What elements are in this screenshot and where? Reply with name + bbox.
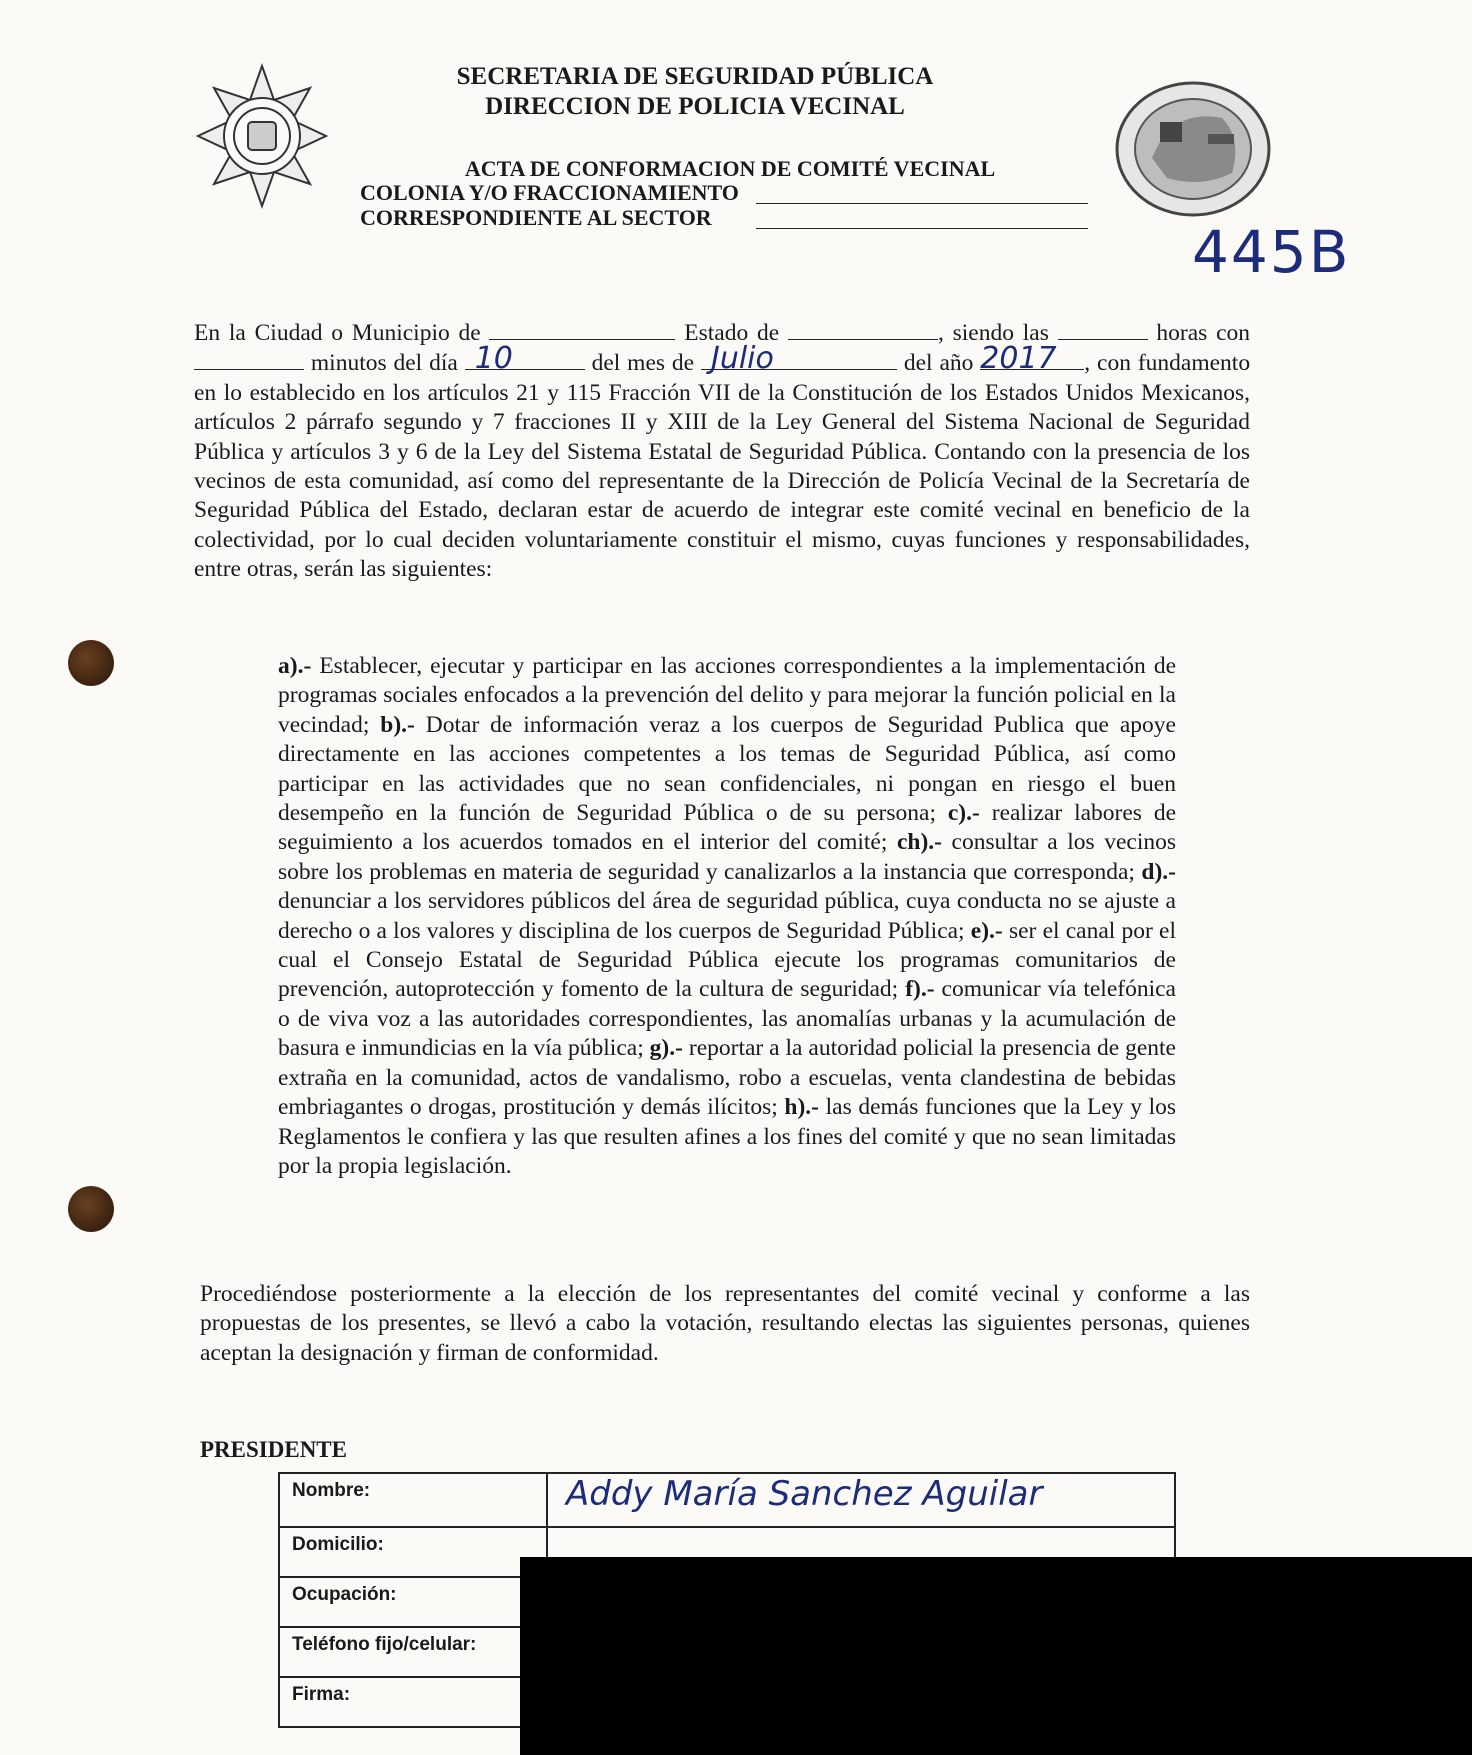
intro-text: Estado de <box>684 320 780 346</box>
item-label: f).- <box>905 976 935 1003</box>
signature-label: Firma: <box>279 1677 547 1727</box>
day-blank <box>465 341 585 376</box>
colonia-field <box>360 180 739 206</box>
document-header <box>360 62 1030 122</box>
year-value: 2017 <box>980 341 1057 376</box>
intro-text: , siendo las <box>937 320 1049 346</box>
intro-text: En la Ciudad o Municipio de <box>194 320 481 346</box>
intro-text: minutos del día <box>310 350 458 377</box>
item-text: las demás funciones que la Ley y los Reglamentos le confiera y las que resulten afines a los fines del comité y que no sean limitadas por la propia legislación. <box>278 1094 1176 1179</box>
president-title: PRESIDENTE <box>200 1437 347 1462</box>
intro-text: del año <box>903 350 974 377</box>
item-text: denunciar a los servidores públicos del área de seguridad pública, cuya conducta no se ajuste a derecho o a los valores y disciplina de los cuerpos de Seguridad Pública; <box>278 888 1176 944</box>
seal-icon <box>192 62 332 210</box>
month-value: Julio <box>710 341 774 376</box>
minutes-blank <box>194 348 304 370</box>
name-label: Nombre: <box>279 1473 547 1527</box>
intro-paragraph <box>194 318 1250 585</box>
item-text: ser el canal por el cual el Consejo Estatal de Seguridad Pública ejecute los programas comunitarios de prevención, autoprotección y fomento de la cultura de seguridad; <box>278 917 1177 1003</box>
agency-title: SECRETARIA DE SEGURIDAD PÚBLICA <box>456 63 934 90</box>
phone-label: Teléfono fijo/celular: <box>279 1627 547 1677</box>
item-label: ch).- <box>896 829 942 856</box>
item-label: e).- <box>970 917 1003 944</box>
item-text: comunicar vía telefónica o de viva voz a las autoridades correspondientes, las anomalías urbanas y la acumulación de basura e inmundicias en la vía pública; <box>278 976 1176 1062</box>
item-label: c).- <box>947 800 980 827</box>
item-label: g).- <box>649 1035 683 1062</box>
colonia-blank <box>756 203 1088 204</box>
occupation-label: Ocupación: <box>279 1577 547 1627</box>
item-text: consultar a los vecinos sobre los problemas en materia de seguridad y canalizarlos a la instancia que corresponda; <box>278 829 1176 885</box>
table-row <box>279 1473 1175 1527</box>
name-cell <box>547 1473 1175 1527</box>
seal-icon <box>1112 78 1274 220</box>
item-text: Establecer, ejecutar y participar en las acciones correspondientes a la implementación de programas sociales enfocados a la prevención del delito y para mejorar la función policial en la vecindad; <box>278 653 1176 738</box>
item-label: b).- <box>380 711 415 738</box>
sector-blank <box>756 228 1088 229</box>
item-text: reportar a la autoridad policial la presencia de gente extraña en la comunidad, actos de vandalismo, robo a escuelas, venta clandestina de bebidas embriagantes o drogas, prostitución y demás ilícitos; <box>278 1035 1176 1121</box>
sector-field <box>360 205 712 231</box>
city-blank <box>489 318 675 340</box>
address-label: Domicilio: <box>279 1527 547 1577</box>
year-blank <box>980 341 1084 376</box>
month-blank <box>701 341 897 376</box>
act-title: ACTA DE CONFORMACION DE COMITÉ VECINAL <box>464 156 996 181</box>
department-title: DIRECCION DE POLICIA VECINAL <box>485 93 905 120</box>
item-label: h).- <box>784 1094 819 1121</box>
colonia-label: COLONIA Y/O FRACCIONAMIENTO <box>360 180 739 205</box>
intro-text: del mes de <box>591 350 695 377</box>
name-value: Addy María Sanchez Aguilar <box>566 1474 1043 1514</box>
redaction-block <box>520 1557 1472 1755</box>
functions-paragraph <box>278 652 1176 1181</box>
item-text: Dotar de información veraz a los cuerpos de Seguridad Publica que apoye directamente en las acciones competentes a los temas de Seguridad Pública, así como participar en las actividades que no sean confidenciales, ni pongan en riesgo el buen desempeño en la función de Seguridad Pública o de su persona; <box>278 711 1176 827</box>
intro-text: horas con <box>1156 320 1251 346</box>
item-text: realizar labores de seguimiento a los acuerdos tomados en el interior del comité; <box>278 800 1176 856</box>
item-label: a).- <box>278 653 312 679</box>
handwritten-number: 445B <box>1192 218 1351 286</box>
state-blank <box>788 318 938 340</box>
punch-hole <box>68 640 114 686</box>
sector-label: CORRESPONDIENTE AL SECTOR <box>360 205 712 230</box>
closing-paragraph: Procediéndose posteriormente a la elección de los representantes del comité vecinal y conforme a las propuestas de los presentes, se llevó a cabo la votación, resultando electas las siguientes personas, quienes aceptan la designación y firman de conformidad. <box>200 1281 1250 1366</box>
day-value: 10 <box>474 341 513 376</box>
intro-text: , con fundamento en lo establecido en los artículos 21 y 115 Fracción VII de la Constitución de los Estados Unidos Mexicanos, artículos 2 párrafo segundo y 7 fracciones II y XIII de la Ley General del Sistema Nacional de Seguridad Pública y artículos 3 y 6 de la Ley del Sistema Estatal de Seguridad Pública. Contando con la presencia de los vecinos de esta comunidad, así como del representante de la Dirección de Policía Vecinal de la Secretaría de Seguridad Pública del Estado, declaran estar de acuerdo de integrar este comité vecinal en beneficio de la colectividad, por lo cual deciden voluntariamente constituir el mismo, cuyas funciones y responsabilidades, entre otras, serán las siguientes: <box>194 350 1251 583</box>
item-label: d).- <box>1141 858 1176 885</box>
hour-blank <box>1058 318 1148 340</box>
punch-hole <box>68 1186 114 1232</box>
